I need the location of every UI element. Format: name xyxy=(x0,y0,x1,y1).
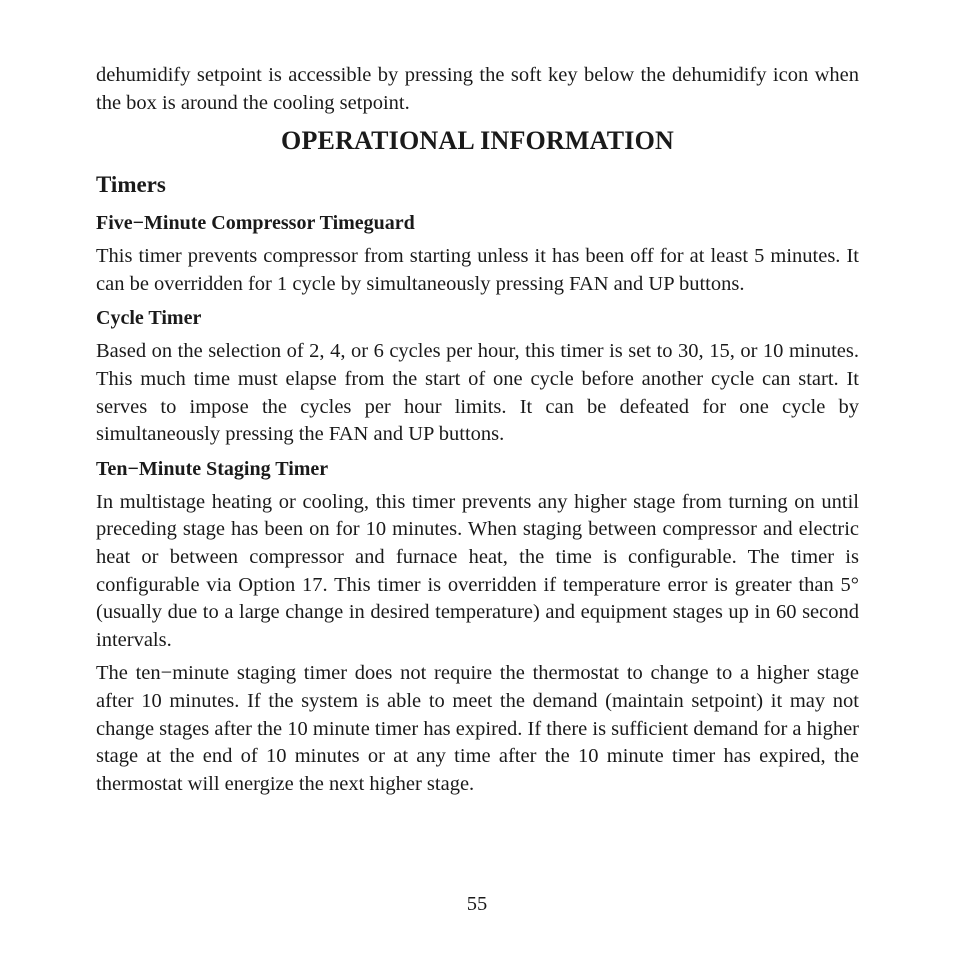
timer-paragraph: Based on the selection of 2, 4, or 6 cycles per hour, this timer is set to 30, 15, or 10 minutes. This much time must elapse from the start of one cycle before another cycle can start. It serves to impose the cycles per hour limits. It can be defeated for one cycle by simultaneously pressing the FAN and UP buttons. xyxy=(96,340,859,446)
timer-heading-staging-timer: Ten−Minute Staging Timer xyxy=(96,457,329,480)
timer-heading-cycle-timer: Cycle Timer xyxy=(96,307,202,330)
section-title: OPERATIONAL INFORMATION xyxy=(281,126,674,156)
timer-heading-compressor-timeguard: Five−Minute Compressor Timeguard xyxy=(96,212,415,235)
document-page xyxy=(96,62,859,804)
page-number: 55 xyxy=(466,893,488,915)
subsection-title: Timers xyxy=(96,172,166,198)
timer-paragraph: The ten−minute staging timer does not require the thermostat to change to a higher stage after 10 minutes. If the system is able to meet the demand (maintain setpoint) it may not change stages after the 10 minute timer has expired. If there is sufficient demand for a higher stage at the end of 10 minutes or at any time after the 10 minute timer has expired, the thermostat will energize the next higher stage. xyxy=(96,662,859,795)
timer-paragraph: This timer prevents compressor from starting unless it has been off for at least 5 minutes. It can be overridden for 1 cycle by simultaneously pressing FAN and UP buttons. xyxy=(96,245,859,295)
intro-paragraph: dehumidify setpoint is accessible by pressing the soft key below the dehumidify icon when the box is around the cooling setpoint. xyxy=(96,64,859,114)
timer-paragraph: In multistage heating or cooling, this timer prevents any higher stage from turning on until preceding stage has been on for 10 minutes. When staging between compressor and electric heat or between compressor and furnace heat, the time is configurable. The timer is configurable via Option 17. This timer is overridden if temperature error is greater than 5° (usually due to a large change in desired temperature) and equipment stages up in 60 second intervals. xyxy=(96,490,859,651)
